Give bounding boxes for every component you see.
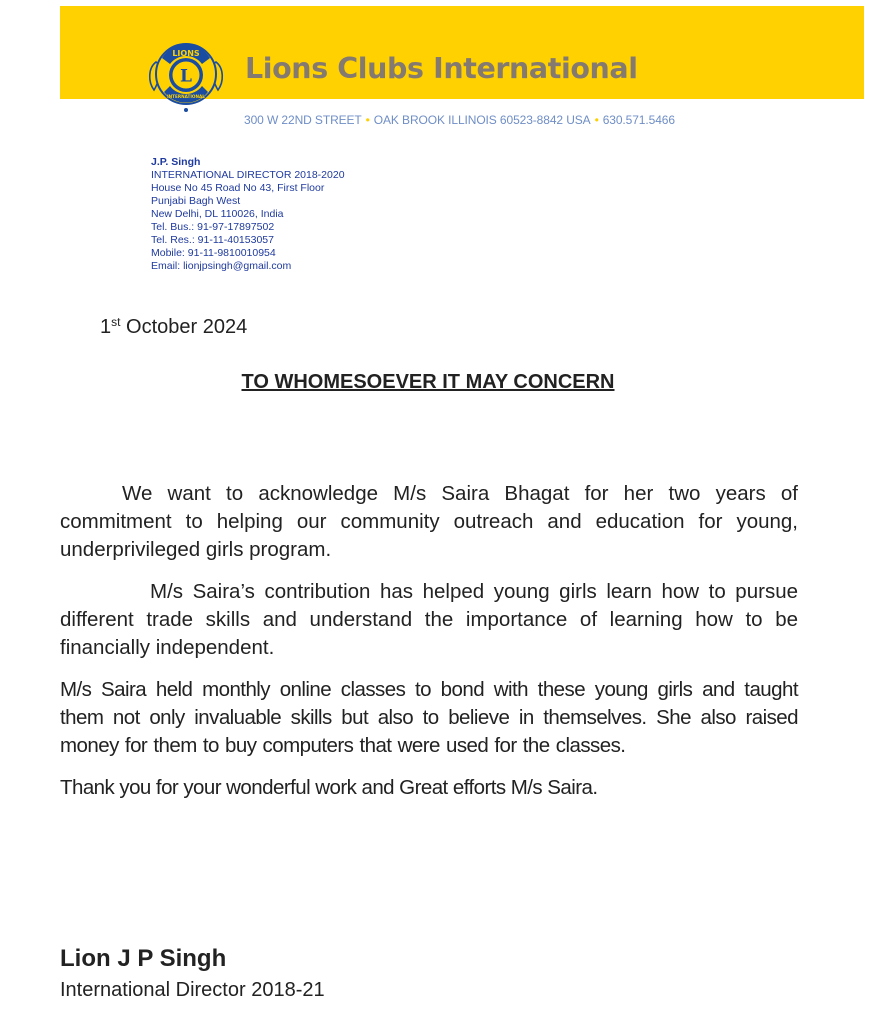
signature-title: International Director 2018-21	[60, 979, 325, 1001]
organization-address	[244, 113, 675, 127]
separator-dot: •	[594, 113, 599, 127]
letter-body	[60, 480, 798, 816]
sender-phone-residence: Tel. Res.: 91-11-40153057	[151, 234, 274, 246]
date-suffix: st	[111, 315, 121, 329]
organization-name: Lions Clubs International	[245, 52, 638, 85]
address-city: OAK BROOK ILLINOIS 60523-8842 USA	[373, 113, 591, 127]
separator-dot: •	[365, 113, 370, 127]
letter-subject: TO WHOMESOEVER IT MAY CONCERN	[241, 371, 615, 393]
closing-paragraph: Thank you for your wonderful work and Great efforts M/s Saira.	[60, 776, 598, 799]
signature-name: Lion J P Singh	[60, 945, 227, 972]
letter-date	[100, 316, 247, 339]
date-day: 1	[100, 316, 112, 338]
sender-address-line: House No 45 Road No 43, First Floor	[151, 182, 325, 194]
sender-email: Email: lionjpsingh@gmail.com	[151, 260, 292, 272]
emblem-letter: L	[180, 66, 192, 87]
sender-block	[151, 156, 345, 273]
body-paragraph: M/s Saira’s contribution has helped young girls learn how to pursue different trade skills and understand the importance of learning how to be financially independent.	[60, 580, 798, 659]
sender-address-line: Punjabi Bagh West	[151, 195, 241, 207]
sender-phone-business: Tel. Bus.: 91-97-17897502	[151, 221, 275, 233]
emblem-top-text: LIONS	[172, 49, 200, 58]
sender-address-line: New Delhi, DL 110026, India	[151, 208, 284, 220]
body-paragraph: We want to acknowledge M/s Saira Bhagat for her two years of commitment to helping our community outreach and education for young, underprivileged girls program.	[60, 482, 798, 561]
sender-name: J.P. Singh	[151, 156, 201, 168]
sender-mobile: Mobile: 91-11-9810010954	[151, 247, 276, 259]
emblem-bottom-text: INTERNATIONAL	[167, 94, 205, 99]
address-phone: 630.571.5466	[602, 113, 675, 127]
address-street: 300 W 22ND STREET	[244, 113, 362, 127]
lions-club-emblem-icon	[146, 34, 226, 116]
date-month-year: October 2024	[120, 316, 248, 338]
sender-title: INTERNATIONAL DIRECTOR 2018-2020	[151, 169, 345, 181]
body-paragraph: M/s Saira held monthly online classes to bond with these young girls and taught them not only invaluable skills but also to believe in themselves. She also raised money for them to buy computers that were used for the classes.	[60, 678, 798, 757]
